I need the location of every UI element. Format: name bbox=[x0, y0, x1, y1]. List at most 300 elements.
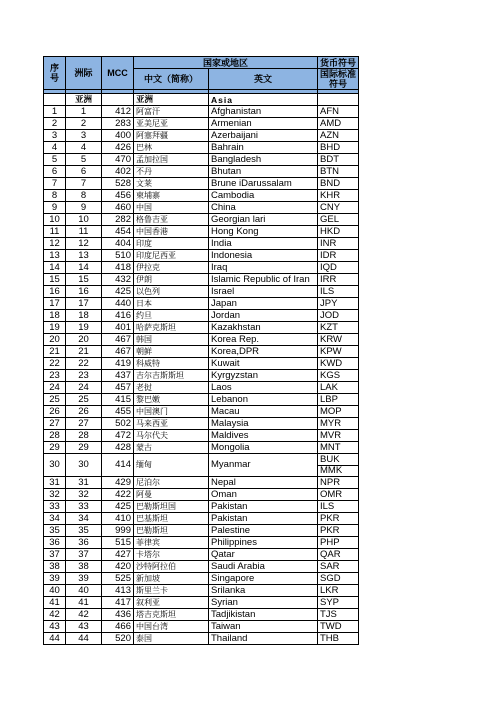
chinese-name-cell: 科威特 bbox=[134, 358, 209, 370]
currency-code-cell: PHP bbox=[318, 537, 359, 549]
continent-cell: 2 bbox=[66, 118, 102, 130]
country-group-header: 国家或地区 bbox=[134, 57, 318, 69]
chinese-name-cell: 伊朗 bbox=[134, 274, 209, 286]
currency-code-cell: HKD bbox=[318, 226, 359, 238]
table-row bbox=[44, 561, 359, 573]
chinese-name-cell: 新加坡 bbox=[134, 573, 209, 585]
chinese-header: 中文（简称） bbox=[134, 69, 209, 90]
table-row bbox=[44, 585, 359, 597]
continent-cell: 41 bbox=[66, 597, 102, 609]
continent-cell: 6 bbox=[66, 166, 102, 178]
currency-code-cell: KZT bbox=[318, 322, 359, 334]
table-row bbox=[44, 513, 359, 525]
mcc-cell: 528 bbox=[102, 178, 134, 190]
seq-cell: 8 bbox=[44, 190, 66, 202]
english-name-cell: Singapore bbox=[209, 573, 318, 585]
seq-cell: 12 bbox=[44, 238, 66, 250]
currency-code-cell: BTN bbox=[318, 166, 359, 178]
currency-code-cell: SGD bbox=[318, 573, 359, 585]
continent-cell: 22 bbox=[66, 358, 102, 370]
table-row bbox=[44, 142, 359, 154]
english-name-cell: Myanmar bbox=[209, 454, 318, 477]
mcc-cell: 416 bbox=[102, 310, 134, 322]
english-name-cell: Maldives bbox=[209, 430, 318, 442]
english-name-cell: Bahrain bbox=[209, 142, 318, 154]
chinese-name-cell: 中国台湾 bbox=[134, 621, 209, 633]
mcc-header: MCC bbox=[102, 57, 134, 90]
seq-cell: 40 bbox=[44, 585, 66, 597]
english-name-cell: Laos bbox=[209, 382, 318, 394]
continent-cell: 3 bbox=[66, 130, 102, 142]
chinese-name-cell: 巴基斯坦 bbox=[134, 513, 209, 525]
continent-cell: 33 bbox=[66, 501, 102, 513]
continent-cell: 19 bbox=[66, 322, 102, 334]
table-row bbox=[44, 537, 359, 549]
currency-code-cell: ILS bbox=[318, 501, 359, 513]
seq-cell: 26 bbox=[44, 406, 66, 418]
seq-cell: 36 bbox=[44, 537, 66, 549]
currency-group-header: 货币符号 bbox=[318, 57, 359, 69]
english-name-cell: Azerbaijani bbox=[209, 130, 318, 142]
seq-cell: 17 bbox=[44, 298, 66, 310]
mcc-cell: 283 bbox=[102, 118, 134, 130]
chinese-name-cell: 约旦 bbox=[134, 310, 209, 322]
seq-cell: 22 bbox=[44, 358, 66, 370]
english-name-cell: Korea,DPR bbox=[209, 346, 318, 358]
currency-code-cell: MMK bbox=[318, 466, 359, 477]
table-row bbox=[44, 370, 359, 382]
seq-cell: 9 bbox=[44, 202, 66, 214]
english-header: 英文 bbox=[209, 69, 318, 90]
english-name-cell: Pakistan bbox=[209, 501, 318, 513]
mcc-cell: 425 bbox=[102, 286, 134, 298]
table-row bbox=[44, 190, 359, 202]
mcc-cell: 457 bbox=[102, 382, 134, 394]
continent-cell: 20 bbox=[66, 334, 102, 346]
table-row bbox=[44, 573, 359, 585]
table-row bbox=[44, 238, 359, 250]
currency-code-cell: MOP bbox=[318, 406, 359, 418]
chinese-name-cell: 巴勒斯坦国 bbox=[134, 501, 209, 513]
currency-code-cell: JPY bbox=[318, 298, 359, 310]
table-row bbox=[44, 154, 359, 166]
english-name-cell: Hong Kong bbox=[209, 226, 318, 238]
english-name-cell: Korea Rep. bbox=[209, 334, 318, 346]
mcc-cell: 440 bbox=[102, 298, 134, 310]
mcc-cell: 282 bbox=[102, 214, 134, 226]
table-row bbox=[44, 346, 359, 358]
english-name-cell: Islamic Republic of Iran bbox=[209, 274, 318, 286]
english-name-cell: India bbox=[209, 238, 318, 250]
seq-cell: 21 bbox=[44, 346, 66, 358]
currency-code-cell: IDR bbox=[318, 250, 359, 262]
mcc-cell: 520 bbox=[102, 633, 134, 645]
currency-code-cell: PKR bbox=[318, 525, 359, 537]
mcc-cell: 419 bbox=[102, 358, 134, 370]
table-row bbox=[44, 418, 359, 430]
currency-code-cell: NPR bbox=[318, 477, 359, 489]
seq-cell: 11 bbox=[44, 226, 66, 238]
currency-code-cell: LAK bbox=[318, 382, 359, 394]
seq-cell: 25 bbox=[44, 394, 66, 406]
english-name-cell: China bbox=[209, 202, 318, 214]
table-row bbox=[44, 334, 359, 346]
mcc-cell: 470 bbox=[102, 154, 134, 166]
mcc-cell: 412 bbox=[102, 106, 134, 118]
currency-code-cell: INR bbox=[318, 238, 359, 250]
seq-cell: 39 bbox=[44, 573, 66, 585]
header-row-1 bbox=[44, 57, 359, 69]
table-row bbox=[44, 118, 359, 130]
seq-cell: 13 bbox=[44, 250, 66, 262]
mcc-cell: 402 bbox=[102, 166, 134, 178]
continent-cell: 5 bbox=[66, 154, 102, 166]
continent-cell: 21 bbox=[66, 346, 102, 358]
seq-cell: 6 bbox=[44, 166, 66, 178]
currency-code-cell: MVR bbox=[318, 430, 359, 442]
mcc-cell: 426 bbox=[102, 142, 134, 154]
continent-cell: 35 bbox=[66, 525, 102, 537]
chinese-name-cell: 塔吉克斯坦 bbox=[134, 609, 209, 621]
mcc-cell: 415 bbox=[102, 394, 134, 406]
mcc-cell: 410 bbox=[102, 513, 134, 525]
chinese-name-cell: 中国香港 bbox=[134, 226, 209, 238]
mcc-cell: 502 bbox=[102, 418, 134, 430]
table-row bbox=[44, 130, 359, 142]
currency-code-cell: MNT bbox=[318, 442, 359, 454]
table-row bbox=[44, 525, 359, 537]
chinese-name-cell: 斯里兰卡 bbox=[134, 585, 209, 597]
continent-cell: 10 bbox=[66, 214, 102, 226]
table-row bbox=[44, 298, 359, 310]
table-row bbox=[44, 106, 359, 118]
continent-cell: 36 bbox=[66, 537, 102, 549]
continent-cell: 29 bbox=[66, 442, 102, 454]
mcc-cell: 454 bbox=[102, 226, 134, 238]
region-continent: 亚洲 bbox=[66, 94, 102, 106]
table-row bbox=[44, 609, 359, 621]
continent-cell: 26 bbox=[66, 406, 102, 418]
chinese-name-cell: 菲律宾 bbox=[134, 537, 209, 549]
mcc-cell: 455 bbox=[102, 406, 134, 418]
english-name-cell: Jordan bbox=[209, 310, 318, 322]
table-row bbox=[44, 358, 359, 370]
chinese-name-cell: 不丹 bbox=[134, 166, 209, 178]
spreadsheet bbox=[43, 56, 359, 645]
table-row bbox=[44, 430, 359, 442]
currency-code-cell: KGS bbox=[318, 370, 359, 382]
continent-cell: 34 bbox=[66, 513, 102, 525]
chinese-name-cell: 印度尼西亚 bbox=[134, 250, 209, 262]
chinese-name-cell: 阿富汗 bbox=[134, 106, 209, 118]
table-row bbox=[44, 597, 359, 609]
currency-code-cell: KHR bbox=[318, 190, 359, 202]
currency-code-cell: TJS bbox=[318, 609, 359, 621]
currency-table bbox=[43, 56, 359, 645]
chinese-name-cell: 中国澳门 bbox=[134, 406, 209, 418]
currency-code-cell: IRR bbox=[318, 274, 359, 286]
english-name-cell: Macau bbox=[209, 406, 318, 418]
mcc-cell: 432 bbox=[102, 274, 134, 286]
region-english: Asia bbox=[209, 94, 318, 106]
seq-cell: 19 bbox=[44, 322, 66, 334]
table-row bbox=[44, 489, 359, 501]
english-name-cell: Taiwan bbox=[209, 621, 318, 633]
mcc-cell: 999 bbox=[102, 525, 134, 537]
currency-code-cell: TWD bbox=[318, 621, 359, 633]
chinese-name-cell: 中国 bbox=[134, 202, 209, 214]
english-name-cell: Srilanka bbox=[209, 585, 318, 597]
seq-cell: 28 bbox=[44, 430, 66, 442]
table-row bbox=[44, 442, 359, 454]
seq-cell: 16 bbox=[44, 286, 66, 298]
mcc-cell: 466 bbox=[102, 621, 134, 633]
currency-code-cell: QAR bbox=[318, 549, 359, 561]
english-name-cell: Lebanon bbox=[209, 394, 318, 406]
seq-cell: 38 bbox=[44, 561, 66, 573]
mcc-cell: 515 bbox=[102, 537, 134, 549]
continent-cell: 31 bbox=[66, 477, 102, 489]
seq-cell: 4 bbox=[44, 142, 66, 154]
chinese-name-cell: 阿曼 bbox=[134, 489, 209, 501]
currency-code-cell: LKR bbox=[318, 585, 359, 597]
continent-cell: 4 bbox=[66, 142, 102, 154]
seq-cell: 37 bbox=[44, 549, 66, 561]
continent-cell: 44 bbox=[66, 633, 102, 645]
currency-code-cell: IQD bbox=[318, 262, 359, 274]
seq-cell: 42 bbox=[44, 609, 66, 621]
currency-code-cell: LBP bbox=[318, 394, 359, 406]
table-row bbox=[44, 250, 359, 262]
chinese-name-cell: 叙利亚 bbox=[134, 597, 209, 609]
table-row bbox=[44, 166, 359, 178]
continent-cell: 32 bbox=[66, 489, 102, 501]
currency-code-cell: JOD bbox=[318, 310, 359, 322]
chinese-name-cell: 马尔代夫 bbox=[134, 430, 209, 442]
chinese-name-cell: 缅甸 bbox=[134, 454, 209, 477]
continent-cell: 7 bbox=[66, 178, 102, 190]
currency-code-cell: KPW bbox=[318, 346, 359, 358]
continent-cell: 18 bbox=[66, 310, 102, 322]
currency-code-cell: AFN bbox=[318, 106, 359, 118]
seq-cell: 5 bbox=[44, 154, 66, 166]
chinese-name-cell: 伊拉克 bbox=[134, 262, 209, 274]
table-row bbox=[44, 501, 359, 513]
chinese-name-cell: 巴勒斯坦 bbox=[134, 525, 209, 537]
english-name-cell: Saudi Arabia bbox=[209, 561, 318, 573]
mcc-cell: 472 bbox=[102, 430, 134, 442]
table-row bbox=[44, 310, 359, 322]
english-name-cell: Mongolia bbox=[209, 442, 318, 454]
seq-cell: 7 bbox=[44, 178, 66, 190]
mcc-cell: 437 bbox=[102, 370, 134, 382]
continent-cell: 38 bbox=[66, 561, 102, 573]
seq-cell: 35 bbox=[44, 525, 66, 537]
continent-cell: 11 bbox=[66, 226, 102, 238]
table-row bbox=[44, 633, 359, 645]
english-name-cell: Georgian lari bbox=[209, 214, 318, 226]
continent-cell: 15 bbox=[66, 274, 102, 286]
continent-cell: 14 bbox=[66, 262, 102, 274]
continent-cell: 43 bbox=[66, 621, 102, 633]
continent-cell: 30 bbox=[66, 454, 102, 477]
continent-cell: 37 bbox=[66, 549, 102, 561]
continent-cell: 40 bbox=[66, 585, 102, 597]
english-name-cell: Kuwait bbox=[209, 358, 318, 370]
continent-cell: 9 bbox=[66, 202, 102, 214]
continent-cell: 27 bbox=[66, 418, 102, 430]
seq-cell: 27 bbox=[44, 418, 66, 430]
currency-code-cell: BUK bbox=[318, 454, 359, 466]
mcc-cell: 467 bbox=[102, 334, 134, 346]
region-chinese: 亚洲 bbox=[134, 94, 209, 106]
table-row bbox=[44, 178, 359, 190]
mcc-cell: 401 bbox=[102, 322, 134, 334]
chinese-name-cell: 阿塞拜疆 bbox=[134, 130, 209, 142]
currency-code-cell: GEL bbox=[318, 214, 359, 226]
table-row bbox=[44, 406, 359, 418]
currency-code-cell: PKR bbox=[318, 513, 359, 525]
seq-cell: 15 bbox=[44, 274, 66, 286]
english-name-cell: Cambodia bbox=[209, 190, 318, 202]
continent-cell: 39 bbox=[66, 573, 102, 585]
mcc-cell: 510 bbox=[102, 250, 134, 262]
mcc-cell: 456 bbox=[102, 190, 134, 202]
continent-cell: 23 bbox=[66, 370, 102, 382]
mcc-cell: 436 bbox=[102, 609, 134, 621]
mcc-cell: 525 bbox=[102, 573, 134, 585]
seq-cell: 1 bbox=[44, 106, 66, 118]
table-row bbox=[44, 322, 359, 334]
english-name-cell: Nepal bbox=[209, 477, 318, 489]
english-name-cell: Kyrgyzstan bbox=[209, 370, 318, 382]
english-name-cell: Afghanistan bbox=[209, 106, 318, 118]
mcc-cell: 425 bbox=[102, 501, 134, 513]
chinese-name-cell: 马来西亚 bbox=[134, 418, 209, 430]
mcc-cell: 404 bbox=[102, 238, 134, 250]
table-row bbox=[44, 286, 359, 298]
english-name-cell: Qatar bbox=[209, 549, 318, 561]
currency-code-cell: KWD bbox=[318, 358, 359, 370]
english-name-cell: Kazakhstan bbox=[209, 322, 318, 334]
chinese-name-cell: 蒙古 bbox=[134, 442, 209, 454]
english-name-cell: Armenian bbox=[209, 118, 318, 130]
mcc-cell: 413 bbox=[102, 585, 134, 597]
english-name-cell: Brune iDarussalam bbox=[209, 178, 318, 190]
english-name-cell: Indonesia bbox=[209, 250, 318, 262]
seq-cell: 33 bbox=[44, 501, 66, 513]
table-row bbox=[44, 262, 359, 274]
seq-cell: 18 bbox=[44, 310, 66, 322]
chinese-name-cell: 亚美尼亚 bbox=[134, 118, 209, 130]
currency-code-cell: BDT bbox=[318, 154, 359, 166]
mcc-cell: 422 bbox=[102, 489, 134, 501]
mcc-cell: 418 bbox=[102, 262, 134, 274]
seq-cell: 10 bbox=[44, 214, 66, 226]
chinese-name-cell: 朝鲜 bbox=[134, 346, 209, 358]
english-name-cell: Bangladesh bbox=[209, 154, 318, 166]
seq-cell: 29 bbox=[44, 442, 66, 454]
english-name-cell: Malaysia bbox=[209, 418, 318, 430]
seq-cell: 44 bbox=[44, 633, 66, 645]
table-row bbox=[44, 394, 359, 406]
mcc-cell: 414 bbox=[102, 454, 134, 477]
chinese-name-cell: 老挝 bbox=[134, 382, 209, 394]
continent-cell: 12 bbox=[66, 238, 102, 250]
continent-cell: 17 bbox=[66, 298, 102, 310]
continent-cell: 13 bbox=[66, 250, 102, 262]
english-name-cell: Syrian bbox=[209, 597, 318, 609]
seq-cell: 31 bbox=[44, 477, 66, 489]
chinese-name-cell: 日本 bbox=[134, 298, 209, 310]
chinese-name-cell: 卡塔尔 bbox=[134, 549, 209, 561]
seq-cell: 23 bbox=[44, 370, 66, 382]
english-name-cell: Bhutan bbox=[209, 166, 318, 178]
english-name-cell: Oman bbox=[209, 489, 318, 501]
english-name-cell: Pakistan bbox=[209, 513, 318, 525]
continent-cell: 16 bbox=[66, 286, 102, 298]
table-row bbox=[44, 214, 359, 226]
chinese-name-cell: 哈萨克斯坦 bbox=[134, 322, 209, 334]
seq-cell: 30 bbox=[44, 454, 66, 477]
seq-cell: 2 bbox=[44, 118, 66, 130]
chinese-name-cell: 以色列 bbox=[134, 286, 209, 298]
currency-code-cell: AZN bbox=[318, 130, 359, 142]
continent-cell: 1 bbox=[66, 106, 102, 118]
chinese-name-cell: 文莱 bbox=[134, 178, 209, 190]
mcc-cell: 429 bbox=[102, 477, 134, 489]
continent-cell: 28 bbox=[66, 430, 102, 442]
table-row bbox=[44, 202, 359, 214]
mcc-cell: 417 bbox=[102, 597, 134, 609]
mcc-cell: 460 bbox=[102, 202, 134, 214]
mcc-cell: 400 bbox=[102, 130, 134, 142]
chinese-name-cell: 柬埔寨 bbox=[134, 190, 209, 202]
mcc-cell: 467 bbox=[102, 346, 134, 358]
english-name-cell: Israel bbox=[209, 286, 318, 298]
currency-code-cell: MYR bbox=[318, 418, 359, 430]
seq-cell: 24 bbox=[44, 382, 66, 394]
seq-cell: 3 bbox=[44, 130, 66, 142]
currency-code-cell: CNY bbox=[318, 202, 359, 214]
chinese-name-cell: 巴林 bbox=[134, 142, 209, 154]
seq-cell: 34 bbox=[44, 513, 66, 525]
table-row bbox=[44, 226, 359, 238]
chinese-name-cell: 韩国 bbox=[134, 334, 209, 346]
chinese-name-cell: 泰国 bbox=[134, 633, 209, 645]
continent-cell: 42 bbox=[66, 609, 102, 621]
currency-code-cell: SAR bbox=[318, 561, 359, 573]
chinese-name-cell: 尼泊尔 bbox=[134, 477, 209, 489]
continent-cell: 25 bbox=[66, 394, 102, 406]
table-row bbox=[44, 477, 359, 489]
chinese-name-cell: 黎巴嫩 bbox=[134, 394, 209, 406]
currency-code-cell: ILS bbox=[318, 286, 359, 298]
english-name-cell: Tadjikistan bbox=[209, 609, 318, 621]
continent-cell: 24 bbox=[66, 382, 102, 394]
seq-cell: 14 bbox=[44, 262, 66, 274]
table-row bbox=[44, 382, 359, 394]
iso-header: 国际标准符号 bbox=[318, 69, 359, 90]
seq-header: 序号 bbox=[44, 57, 66, 90]
table-row bbox=[44, 549, 359, 561]
english-name-cell: Japan bbox=[209, 298, 318, 310]
continent-header: 洲际 bbox=[66, 57, 102, 90]
currency-code-cell: THB bbox=[318, 633, 359, 645]
table-row bbox=[44, 274, 359, 286]
english-name-cell: Palestine bbox=[209, 525, 318, 537]
english-name-cell: Philippines bbox=[209, 537, 318, 549]
